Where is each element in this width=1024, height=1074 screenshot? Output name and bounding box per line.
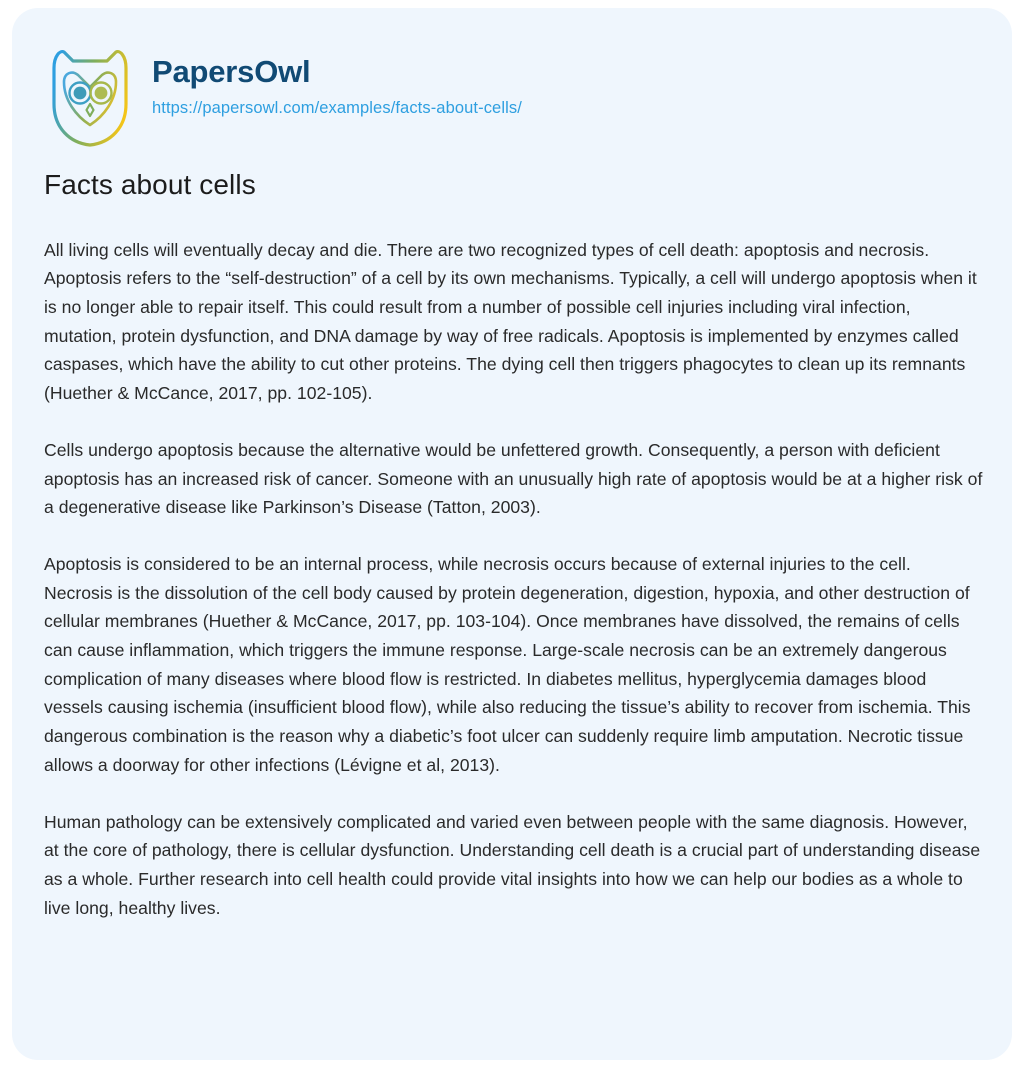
owl-logo-icon (42, 46, 138, 150)
brand-block (152, 46, 522, 118)
site-header (42, 46, 522, 150)
source-url-link[interactable]: https://papersowl.com/examples/facts-about-cells/ (152, 98, 522, 117)
article-body (44, 236, 984, 923)
document-card (12, 8, 1012, 1060)
article (44, 168, 984, 922)
article-paragraph: Apoptosis is considered to be an internal process, while necrosis occurs because of external injuries to the cell. Necrosis is the dissolution of the cell body caused by protein degeneration, digestion, hypoxia, and other destruction of cellular membranes (Huether & McCance, 2017, pp. 103-104). Once membranes have dissolved, the remains of cells can cause inflammation, which triggers the immune response. Large-scale necrosis can be an extremely dangerous complication of many diseases where blood flow is restricted. In diabetes mellitus, hyperglycemia damages blood vessels causing ischemia (insufficient blood flow), while also reducing the tissue’s ability to recover from ischemia. This dangerous combination is the reason why a diabetic’s foot ulcer can suddenly require limb amputation. Necrotic tissue allows a doorway for other infections (Lévigne et al, 2013). (44, 553, 971, 775)
page-title: Facts about cells (44, 169, 256, 200)
article-paragraph: Human pathology can be extensively complicated and varied even between people with the same diagnosis. However, at the core of pathology, there is cellular dysfunction. Understanding cell death is a crucial part of understanding disease as a whole. Further research into cell health could provide vital insights into how we can help our bodies as a whole to live long, healthy lives. (44, 811, 981, 918)
brand-name: PapersOwl (152, 54, 311, 89)
article-paragraph: All living cells will eventually decay and die. There are two recognized types of cell death: apoptosis and necrosis. Apoptosis refers to the “self-destruction” of a cell by its own mechanisms. Typically, a cell will undergo apoptosis when it is no longer able to repair itself. This could result from a number of possible cell injuries including viral infection, mutation, protein dysfunction, and DNA damage by way of free radicals. Apoptosis is implemented by enzymes called caspases, which have the ability to cut other proteins. The dying cell then triggers phagocytes to clean up its remnants (Huether & McCance, 2017, pp. 102-105). (44, 239, 977, 404)
article-paragraph: Cells undergo apoptosis because the alternative would be unfettered growth. Consequently, a person with deficient apoptosis has an increased risk of cancer. Someone with an unusually high rate of apoptosis would be at a higher risk of a degenerative disease like Parkinson’s Disease (Tatton, 2003). (44, 439, 983, 518)
